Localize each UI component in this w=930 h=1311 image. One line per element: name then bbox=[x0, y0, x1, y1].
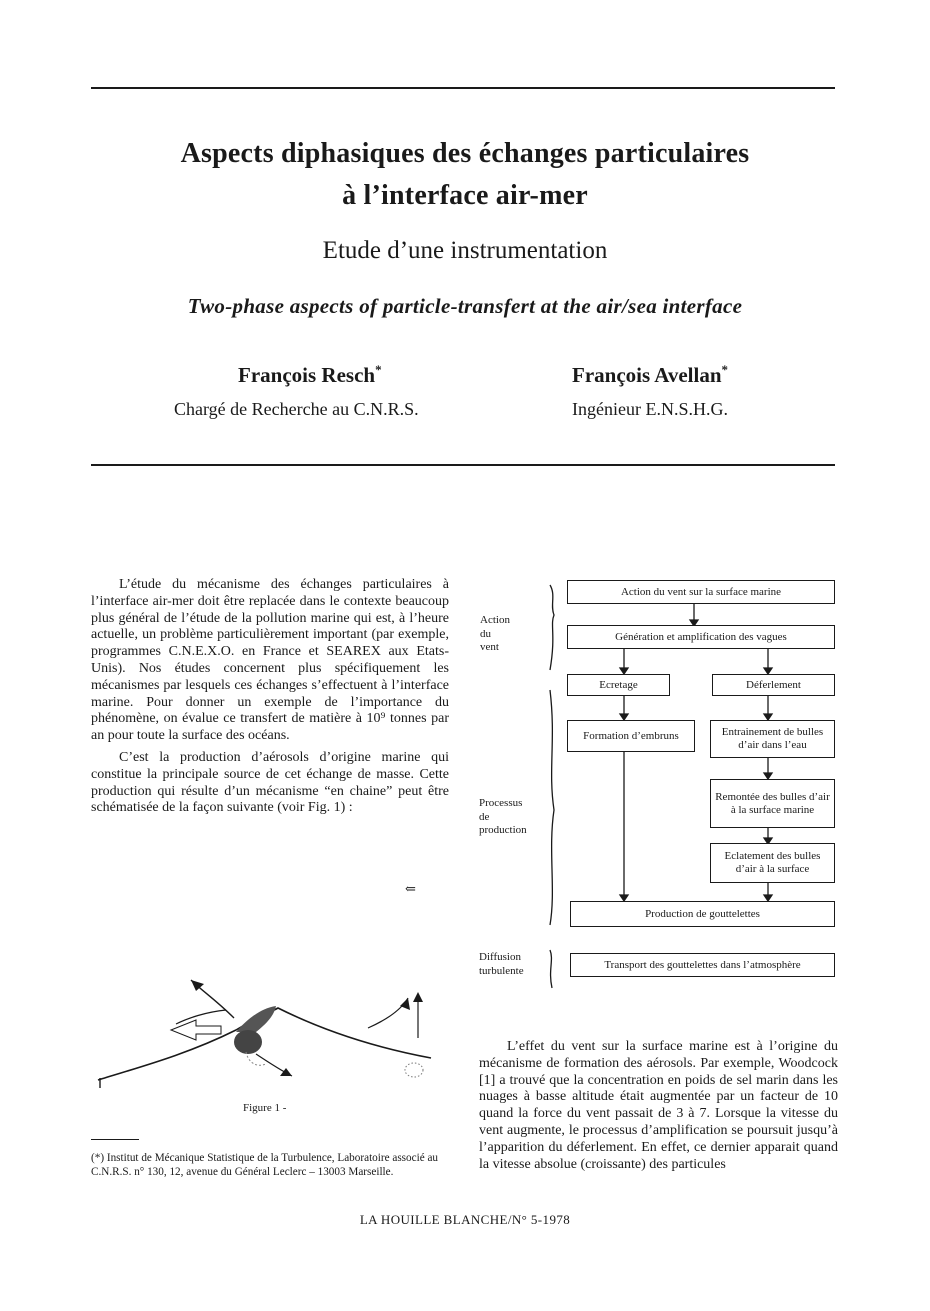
box-deferlement: Déferlement bbox=[712, 674, 835, 696]
english-title: Two-phase aspects of particle-transfert at the air/sea interface bbox=[187, 294, 743, 318]
side-label-diffusion bbox=[479, 951, 524, 978]
arrow-vertical-right-head bbox=[413, 992, 423, 1002]
box-embruns: Formation d’embruns bbox=[567, 720, 695, 752]
author-1-name-text: François Resch bbox=[238, 363, 376, 387]
side-label-action-2: du bbox=[480, 627, 491, 640]
box-entrainement: Entrainement de bulles d’air dans l’eau bbox=[710, 720, 835, 758]
top-rule bbox=[91, 87, 835, 89]
box-production: Production de gouttelettes bbox=[570, 901, 835, 927]
side-label-diffusion-1: Diffusion bbox=[479, 951, 521, 963]
footnote: (*) Institut de Mécanique Statistique de la Turbulence, Laboratoire associé au C.N.R.S. n° 130, 12, avenue du Général Leclerc – 13003 Marseille. bbox=[91, 1152, 439, 1178]
right-column-text bbox=[479, 1039, 838, 1178]
author-1-name bbox=[238, 362, 382, 388]
side-label-processus-2: de bbox=[479, 810, 490, 823]
side-label-action bbox=[480, 614, 510, 655]
left-column-text bbox=[91, 577, 449, 822]
title-line-1: Aspects diphasiques des échanges particulaires bbox=[180, 138, 750, 169]
paragraph-1: L’étude du mécanisme des échanges particulaires à l’interface air-mer doit être replacée dans le contexte beaucoup plus général de l’étude de la pollution marine qui est, à l’heure actuelle, un problème particulièrement important (par exemple, programmes C.N.E.X.O. en France et SEAREX aux Etats-Unis). Nos études concernent plus spécifiquement les mécanismes par lesquels ces échanges s’effectuent à l’interface marine. Pour donner un exemple de l’importance du phénomène, on évalue ce transfert de matière à 10⁹ tonnes par an pour toute la surface des océans. bbox=[91, 577, 449, 744]
paragraph-2: C’est la production d’aérosols d’origine marine qui constitue la principale source de cet échange de masse. Cette production qui résulte d’un mécanisme “en chaine” peut être schématisée de la façon suivante (voir Fig. 1) : bbox=[91, 749, 449, 816]
side-label-processus bbox=[479, 797, 527, 838]
right-paragraph: L’effet du vent sur la surface marine est à l’origine du mécanisme de formation des aérosols. Par exemple, Woodcock [1] a trouvé que la concentration en poids de sel marin dans les nuages à basse altitude était augmentée par un facteur de 10 quand la force du vent passait de 3 à 7. Lorsque la vitesse du vent augmente, le processus d’amplification se poursuit jusqu’à l’apparition du déferlement. En effet, ce dernier apparait quand la vitesse absolue (croissante) des particules bbox=[479, 1039, 838, 1172]
side-label-action-1: Action bbox=[480, 614, 510, 626]
author-2-name bbox=[572, 362, 728, 388]
subtitle: Etude d’une instrumentation bbox=[322, 237, 608, 264]
title-line-2: à l’interface air-mer bbox=[342, 180, 588, 211]
breaking-wave-foam bbox=[234, 1030, 262, 1054]
author-1-role: Chargé de Recherche au C.N.R.S. bbox=[174, 399, 419, 419]
side-label-action-3: vent bbox=[480, 641, 499, 653]
box-eclatement: Eclatement des bulles d’air à la surface bbox=[710, 843, 835, 883]
arrow-left bbox=[176, 1010, 226, 1024]
figure-1-sketch bbox=[96, 960, 446, 1095]
brace-diffusion bbox=[550, 950, 552, 988]
arrow-right-up bbox=[368, 998, 408, 1028]
journal-footer: LA HOUILLE BLANCHE/N° 5-1978 bbox=[359, 1212, 571, 1227]
box-ecretage: Ecretage bbox=[567, 674, 670, 696]
footnote-rule bbox=[91, 1139, 139, 1140]
arrow-down-right-head bbox=[280, 1068, 292, 1076]
side-label-processus-1: Processus bbox=[479, 797, 523, 809]
box-transport: Transport des gouttelettes dans l’atmosphère bbox=[570, 953, 835, 977]
box-action-vent: Action du vent sur la surface marine bbox=[567, 580, 835, 604]
box-remontee: Remontée des bulles d’air à la surface marine bbox=[710, 779, 835, 828]
droplet-cloud bbox=[405, 1063, 423, 1077]
side-label-processus-3: production bbox=[479, 824, 527, 836]
box-generation: Génération et amplification des vagues bbox=[567, 625, 835, 649]
side-label-diffusion-2: turbulente bbox=[479, 964, 524, 977]
brace-action bbox=[550, 585, 554, 670]
arrow-right-up-head bbox=[400, 998, 410, 1010]
wave-crest bbox=[236, 1006, 276, 1032]
author-2-name-text: François Avellan bbox=[572, 363, 722, 387]
brace-production bbox=[550, 690, 554, 925]
author-2-mark: * bbox=[721, 362, 729, 377]
header-bottom-rule bbox=[91, 464, 835, 466]
figure-caption: Figure 1 - bbox=[243, 1102, 287, 1114]
author-1-mark: * bbox=[375, 362, 382, 377]
author-2-role: Ingénieur E.N.S.H.G. bbox=[572, 399, 728, 419]
left-arrow-icon: ⇐ bbox=[405, 881, 414, 896]
